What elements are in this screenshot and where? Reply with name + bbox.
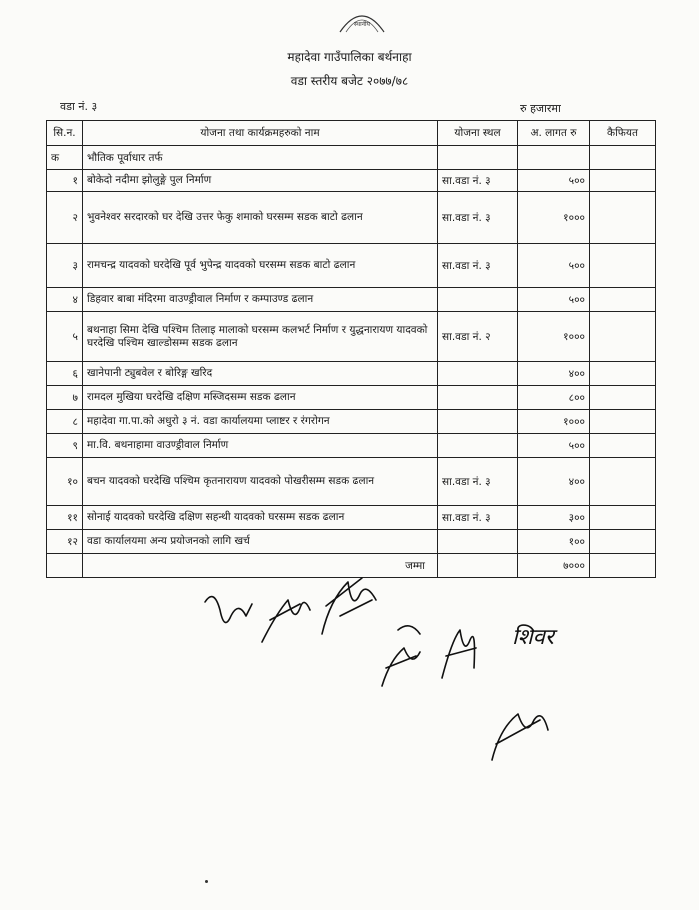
- row-place: [438, 362, 518, 386]
- table-row: [47, 288, 656, 312]
- table-row: [47, 362, 656, 386]
- section-title: भौतिक पूर्वाधार तर्फ: [83, 146, 438, 170]
- row-place: [438, 288, 518, 312]
- row-cost: १०००: [518, 192, 590, 244]
- col-serial: सि.न.: [47, 121, 83, 146]
- row-remarks: [590, 362, 656, 386]
- row-serial: २: [47, 192, 83, 244]
- row-serial: ४: [47, 288, 83, 312]
- row-place: सा.वडा नं. ३: [438, 170, 518, 192]
- row-place: [438, 530, 518, 554]
- row-cost: ३००: [518, 506, 590, 530]
- row-remarks: [590, 434, 656, 458]
- row-name: रामदल मुखिया घरदेखि दक्षिण मस्जिदसम्म सडक ढलान: [83, 386, 438, 410]
- row-place: सा.वडा नं. २: [438, 312, 518, 362]
- currency-unit: रु हजारमा: [520, 102, 561, 115]
- row-serial: ६: [47, 362, 83, 386]
- row-remarks: [590, 170, 656, 192]
- signatures-area: [0, 560, 699, 820]
- row-cost: ८००: [518, 386, 590, 410]
- row-name: खानेपानी ट्युबवेल र बोरिङ्ग खरिद: [83, 362, 438, 386]
- row-remarks: [590, 410, 656, 434]
- row-cost: १०००: [518, 312, 590, 362]
- row-name: वडा कार्यालयमा अन्य प्रयोजनको लागि खर्च: [83, 530, 438, 554]
- row-name: मा.वि. बथनाहामा वाउण्ड्रीवाल निर्माण: [83, 434, 438, 458]
- table-row: [47, 312, 656, 362]
- budget-table: [46, 120, 656, 578]
- row-place: सा.वडा नं. ३: [438, 506, 518, 530]
- row-place: [438, 410, 518, 434]
- row-name: महादेवा गा.पा.को अधुरो ३ नं. वडा कार्यालयमा प्लाष्टर र रंगरोगन: [83, 410, 438, 434]
- total-cost: ७०००: [518, 554, 590, 578]
- signature-6-text: शिवर: [512, 625, 554, 650]
- col-program-name: योजना तथा कार्यक्रमहरुको नाम: [83, 121, 438, 146]
- row-serial: १: [47, 170, 83, 192]
- table-row: [47, 170, 656, 192]
- signature-5: [442, 630, 476, 678]
- row-place: [438, 434, 518, 458]
- budget-title: वडा स्तरीय बजेट २०७७/७८: [290, 74, 409, 88]
- signature-4: [382, 626, 420, 686]
- row-remarks: [590, 312, 656, 362]
- signature-7: [492, 714, 548, 760]
- row-cost: ४००: [518, 362, 590, 386]
- row-serial: ९: [47, 434, 83, 458]
- table-row: [47, 530, 656, 554]
- table-row: [47, 506, 656, 530]
- row-remarks: [590, 386, 656, 410]
- row-name: डिहवार बाबा मंदिरमा वाउण्ड्रीवाल निर्माण र कम्पाउण्ड ढलान: [83, 288, 438, 312]
- row-name: सोनाई यादवको घरदेखि दक्षिण सहन्थी यादवको घरसम्म सडक ढलान: [83, 506, 438, 530]
- col-location: योजना स्थल: [438, 121, 518, 146]
- signature-2: [262, 600, 310, 642]
- row-cost: ५००: [518, 244, 590, 288]
- row-cost: ५००: [518, 434, 590, 458]
- ward-number: वडा नं. ३: [60, 100, 98, 113]
- municipality-title: महादेवा गाउँपालिका बर्थनाहा: [287, 50, 412, 64]
- row-remarks: [590, 506, 656, 530]
- stray-mark: [205, 880, 208, 883]
- table-row: [47, 244, 656, 288]
- table-row: [47, 410, 656, 434]
- row-remarks: [590, 244, 656, 288]
- row-cost: १०००: [518, 410, 590, 434]
- row-name: बचन यादवको घरदेखि पश्चिम कृतनारायण यादवको पोखरीसम्म सडक ढलान: [83, 458, 438, 506]
- row-serial: ५: [47, 312, 83, 362]
- row-place: सा.वडा नं. ३: [438, 458, 518, 506]
- row-cost: ५००: [518, 170, 590, 192]
- table-row: [47, 434, 656, 458]
- table-header-row: [47, 121, 656, 146]
- section-code: क: [47, 146, 83, 170]
- row-cost: ५००: [518, 288, 590, 312]
- row-name: बथनाहा सिमा देखि पश्चिम तिलाइ मालाको घरसम्म कलभर्ट निर्माण र युद्धनारायण यादवको घरदेखि पश्चिम खाल्डोसम्म सडक ढलान: [83, 312, 438, 362]
- row-name: रामचन्द्र यादवको घरदेखि पूर्व भुपेन्द्र यादवको घरसम्म सडक बाटो ढलान: [83, 244, 438, 288]
- row-serial: १०: [47, 458, 83, 506]
- row-serial: ३: [47, 244, 83, 288]
- table-row: [47, 386, 656, 410]
- section-row: [47, 146, 656, 170]
- row-serial: १२: [47, 530, 83, 554]
- row-serial: ११: [47, 506, 83, 530]
- row-place: सा.वडा नं. ३: [438, 192, 518, 244]
- row-remarks: [590, 192, 656, 244]
- total-label: जम्मा: [83, 554, 438, 578]
- row-remarks: [590, 458, 656, 506]
- table-row: [47, 458, 656, 506]
- municipality-seal: [332, 2, 392, 38]
- row-place: सा.वडा नं. ३: [438, 244, 518, 288]
- row-name: बोकेदो नदीमा झोलुङ्गे पुल निर्माण: [83, 170, 438, 192]
- row-remarks: [590, 288, 656, 312]
- row-cost: १००: [518, 530, 590, 554]
- seal-text: स्थानीय: [354, 21, 370, 28]
- row-remarks: [590, 530, 656, 554]
- row-serial: ८: [47, 410, 83, 434]
- signature-1: [205, 597, 252, 623]
- col-estimated-cost: अ. लागत रु: [518, 121, 590, 146]
- col-remarks: कैफियत: [590, 121, 656, 146]
- row-serial: ७: [47, 386, 83, 410]
- signature-3: [322, 578, 376, 634]
- row-name: भुवनेश्वर सरदारको घर देखि उत्तर फेकु शमाको घरसम्म सडक बाटो ढलान: [83, 192, 438, 244]
- row-cost: ४००: [518, 458, 590, 506]
- table-row: [47, 192, 656, 244]
- row-place: [438, 386, 518, 410]
